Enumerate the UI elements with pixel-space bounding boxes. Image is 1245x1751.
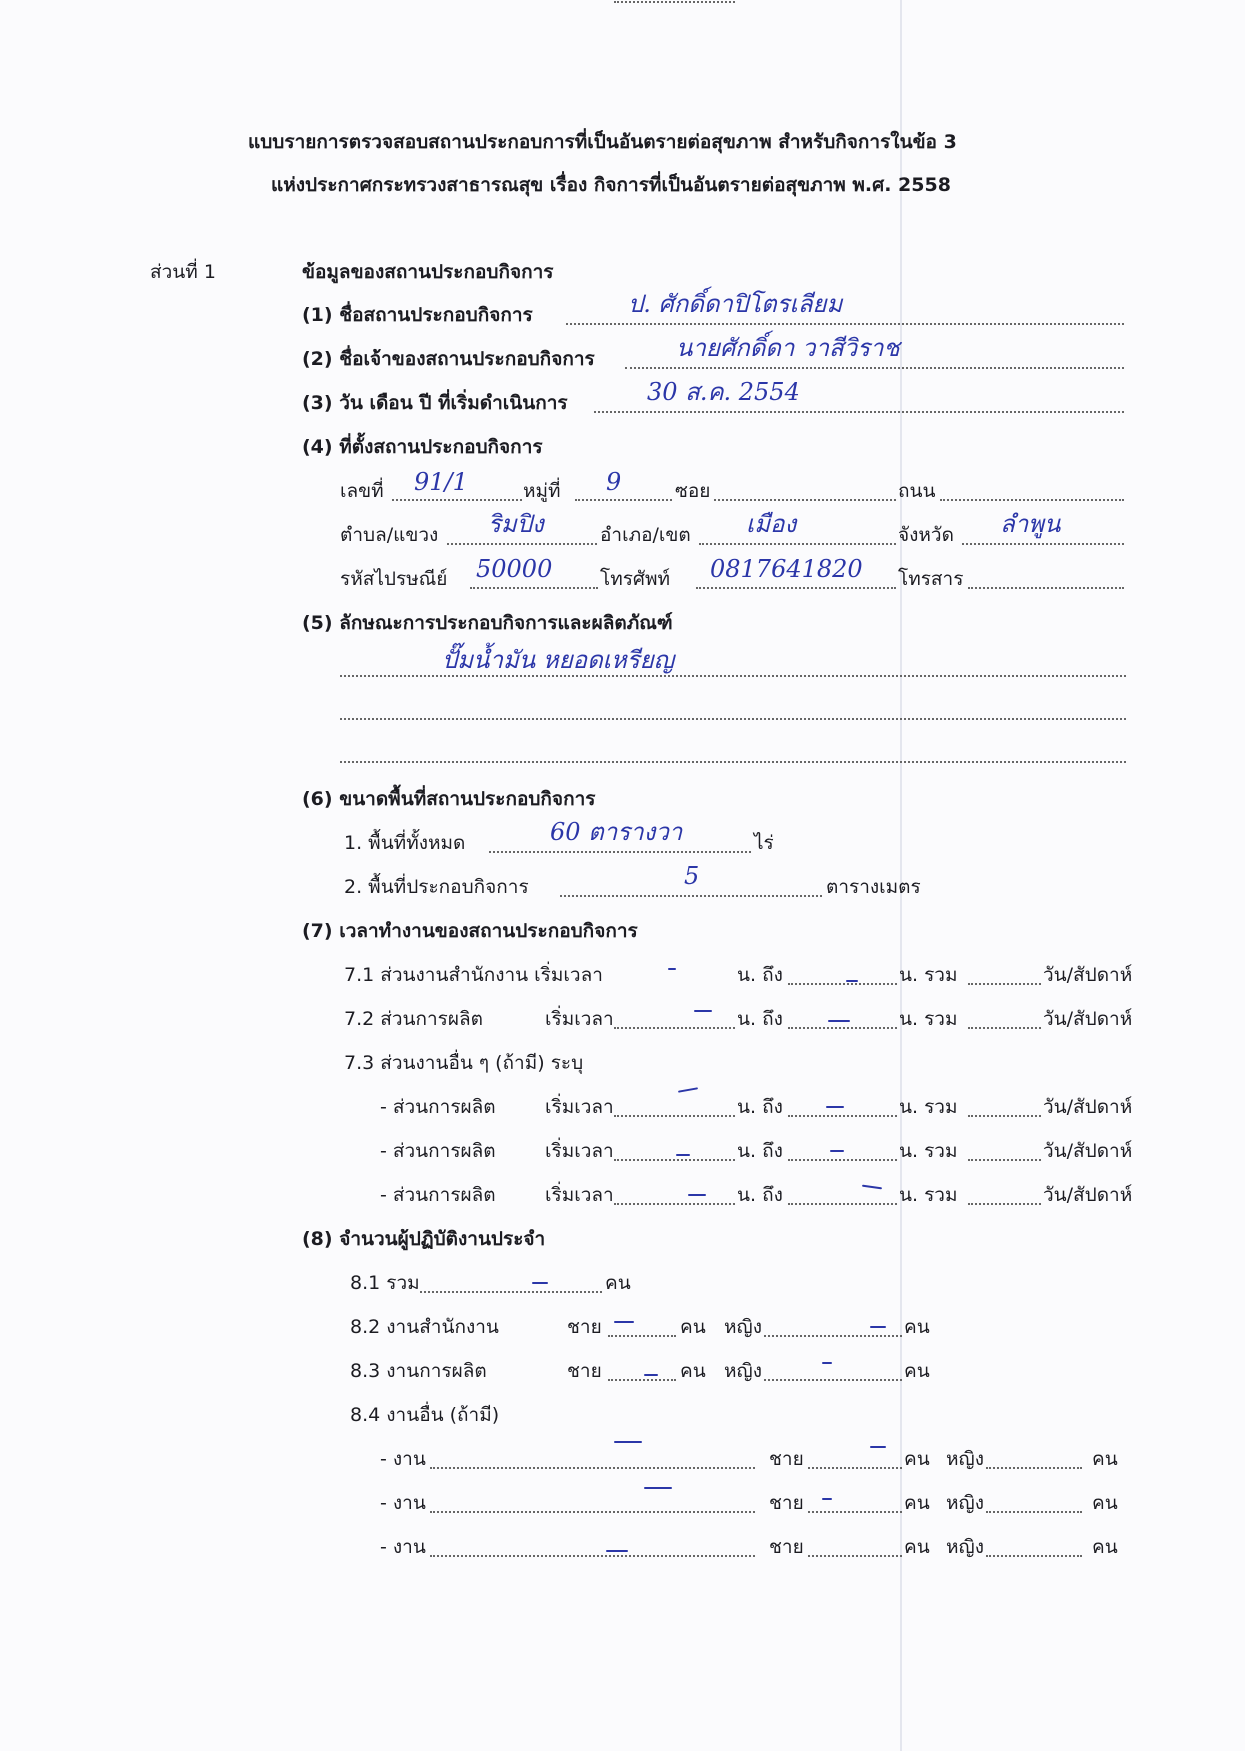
row-8-3-female-dash xyxy=(822,1362,832,1364)
row-8-2-male-unit: คน xyxy=(680,1316,706,1338)
row-7-3c-label: - ส่วนการผลิต xyxy=(380,1184,496,1206)
row-8-4c-label: - งาน xyxy=(380,1536,426,1558)
row-7-1-label: 7.1 ส่วนงานสำนักงาน เริ่มเวลา xyxy=(344,964,603,986)
row-7-3a-total: น. รวม xyxy=(899,1096,958,1118)
row-7-3a-end-line xyxy=(788,1114,897,1117)
row-7-1-total: น. รวม xyxy=(899,964,958,986)
tambon-label: ตำบล/แขวง xyxy=(340,524,439,546)
section-5-line-3 xyxy=(340,760,1126,763)
phone-label: โทรศัพท์ xyxy=(600,568,671,590)
row-8-2-male-line xyxy=(608,1334,676,1337)
biz-area-value: 5 xyxy=(684,862,700,890)
province-value: ลำพูน xyxy=(1000,510,1061,538)
row-7-3b-end-dash xyxy=(830,1150,844,1152)
province-label: จังหวัด xyxy=(898,524,954,546)
row-7-2-to: น. ถึง xyxy=(737,1008,783,1030)
row-7-3c-total: น. รวม xyxy=(899,1184,958,1206)
row-7-3c-end-dash xyxy=(862,1185,882,1190)
section-6-label: (6) ขนาดพื้นที่สถานประกอบกิจการ xyxy=(302,788,596,810)
row-8-2-male-dash xyxy=(614,1321,634,1323)
form-title-line-2: แห่งประกาศกระทรวงสาธารณสุข เรื่อง กิจการที่เป็นอันตรายต่อสุขภาพ พ.ศ. 2558 xyxy=(271,174,951,196)
row-7-3c-unit: วัน/สัปดาห์ xyxy=(1043,1184,1133,1206)
row-7-1-end-dash xyxy=(846,980,858,982)
house-no-value: 91/1 xyxy=(414,468,468,496)
row-7-2-start-line xyxy=(614,1026,735,1029)
row-8-4a-female-unit: คน xyxy=(1092,1448,1118,1470)
row-7-1-start-line xyxy=(614,0,735,3)
total-area-value: 60 ตารางวา xyxy=(550,818,683,846)
biz-area-label: 2. พื้นที่ประกอบกิจการ xyxy=(344,876,529,898)
row-7-3b-start-line xyxy=(614,1158,735,1161)
row-8-4b-female-unit: คน xyxy=(1092,1492,1118,1514)
row-8-3-male-line xyxy=(608,1378,676,1381)
row-8-4c-female: หญิง xyxy=(946,1536,984,1558)
row-8-4b-male-unit: คน xyxy=(904,1492,930,1514)
section-3-dotted-line xyxy=(594,410,1124,413)
section-1-business-name: ป. ศักดิ์ดาปิโตรเลียม xyxy=(628,290,843,318)
row-8-2-label: 8.2 งานสำนักงาน xyxy=(350,1316,499,1338)
row-8-1-dash xyxy=(532,1282,548,1284)
row-8-2-female-line xyxy=(764,1334,902,1337)
row-7-3-label: 7.3 ส่วนงานอื่น ๆ (ถ้ามี) ระบุ xyxy=(344,1052,584,1074)
row-8-2-female: หญิง xyxy=(724,1316,762,1338)
section-8-label: (8) จำนวนผู้ปฏิบัติงานประจำ xyxy=(302,1228,546,1250)
row-8-4c-job-line xyxy=(430,1554,755,1557)
section-7-label: (7) เวลาทำงานของสถานประกอบกิจการ xyxy=(302,920,638,942)
house-no-line xyxy=(392,498,522,501)
phone-line xyxy=(696,586,896,589)
row-7-2-end-line xyxy=(788,1026,897,1029)
row-8-4-label: 8.4 งานอื่น (ถ้ามี) xyxy=(350,1404,500,1426)
row-8-4b-female: หญิง xyxy=(946,1492,984,1514)
row-8-4b-male-dash xyxy=(822,1498,832,1500)
section-3-label: (3) วัน เดือน ปี ที่เริ่มดำเนินการ xyxy=(302,392,568,414)
row-8-3-female-unit: คน xyxy=(904,1360,930,1382)
biz-area-line xyxy=(560,894,822,897)
row-7-3a-start-dash xyxy=(678,1087,698,1092)
row-8-4a-job-dash xyxy=(614,1441,642,1443)
soi-label: ซอย xyxy=(675,480,711,502)
row-8-4a-label: - งาน xyxy=(380,1448,426,1470)
section-5-line-2 xyxy=(340,717,1126,720)
amphoe-line xyxy=(699,542,896,545)
row-8-3-male: ชาย xyxy=(567,1360,602,1382)
moo-label: หมู่ที่ xyxy=(523,480,561,502)
total-area-line xyxy=(489,850,751,853)
amphoe-label: อำเภอ/เขต xyxy=(600,524,691,546)
row-7-3a-total-line xyxy=(968,1114,1041,1117)
section-5-product-value: ปั๊มน้ำมัน หยอดเหรียญ xyxy=(442,646,675,674)
row-7-1-start-dash xyxy=(668,968,676,970)
row-7-3c-to: น. ถึง xyxy=(737,1184,783,1206)
row-7-3a-to: น. ถึง xyxy=(737,1096,783,1118)
section-1-dotted-line xyxy=(566,322,1124,325)
row-7-2-end-dash xyxy=(828,1020,850,1022)
row-7-3b-start: เริ่มเวลา xyxy=(545,1140,614,1162)
row-7-3c-start-dash xyxy=(688,1194,706,1196)
row-8-2-female-dash xyxy=(870,1326,886,1328)
row-7-3a-end-dash xyxy=(826,1106,844,1108)
tambon-value: ริมปิง xyxy=(488,510,544,538)
row-8-3-male-dash xyxy=(644,1374,658,1376)
section-2-label: (2) ชื่อเจ้าของสถานประกอบกิจการ xyxy=(302,348,595,370)
row-8-1-unit: คน xyxy=(605,1272,631,1294)
row-8-4b-male-line xyxy=(808,1510,902,1513)
soi-line xyxy=(714,498,896,501)
phone-value: 0817641820 xyxy=(710,555,863,583)
total-area-unit: ไร่ xyxy=(754,832,774,854)
row-8-4c-male-line xyxy=(808,1554,902,1557)
section-1-label: (1) ชื่อสถานประกอบกิจการ xyxy=(302,304,533,326)
row-8-4b-job-line xyxy=(430,1510,755,1513)
total-area-label: 1. พื้นที่ทั้งหมด xyxy=(344,832,466,854)
row-7-3b-start-dash xyxy=(676,1154,690,1156)
part-label: ส่วนที่ 1 xyxy=(150,261,216,283)
row-7-3c-end-line xyxy=(788,1202,897,1205)
row-8-4b-male: ชาย xyxy=(769,1492,804,1514)
moo-line xyxy=(575,498,672,501)
postcode-line xyxy=(470,586,598,589)
row-8-3-label: 8.3 งานการผลิต xyxy=(350,1360,487,1382)
section-4-label: (4) ที่ตั้งสถานประกอบกิจการ xyxy=(302,436,543,458)
row-7-1-to: น. ถึง xyxy=(737,964,783,986)
section-5-label: (5) ลักษณะการประกอบกิจการและผลิตภัณฑ์ xyxy=(302,612,673,634)
amphoe-value: เมือง xyxy=(746,510,797,538)
row-7-3b-end-line xyxy=(788,1158,897,1161)
row-8-4c-male: ชาย xyxy=(769,1536,804,1558)
section-2-dotted-line xyxy=(625,366,1124,369)
row-8-2-female-unit: คน xyxy=(904,1316,930,1338)
row-7-2-total: น. รวม xyxy=(899,1008,958,1030)
section-5-line-1 xyxy=(340,674,1126,677)
row-7-2-start-dash xyxy=(694,1010,712,1012)
row-7-2-label: 7.2 ส่วนการผลิต xyxy=(344,1008,484,1030)
row-7-3a-start: เริ่มเวลา xyxy=(545,1096,614,1118)
row-7-3b-unit: วัน/สัปดาห์ xyxy=(1043,1140,1133,1162)
road-label: ถนน xyxy=(898,480,936,502)
row-7-3b-label: - ส่วนการผลิต xyxy=(380,1140,496,1162)
row-8-3-female-line xyxy=(764,1378,902,1381)
house-no-label: เลขที่ xyxy=(340,480,384,502)
row-7-1-unit: วัน/สัปดาห์ xyxy=(1043,964,1133,986)
row-8-4a-female: หญิง xyxy=(946,1448,984,1470)
row-8-4b-female-line xyxy=(986,1510,1082,1513)
row-7-3b-total-line xyxy=(968,1158,1041,1161)
row-8-4c-female-unit: คน xyxy=(1092,1536,1118,1558)
row-7-3b-to: น. ถึง xyxy=(737,1140,783,1162)
row-8-4c-job-dash xyxy=(606,1550,628,1552)
row-8-4a-male-dash xyxy=(870,1446,886,1448)
row-8-4a-male-unit: คน xyxy=(904,1448,930,1470)
row-7-3c-total-line xyxy=(968,1202,1041,1205)
row-7-3a-start-line xyxy=(614,1114,735,1117)
biz-area-unit: ตารางเมตร xyxy=(826,876,921,898)
section-3-start-date: 30 ส.ค. 2554 xyxy=(647,378,800,406)
row-7-2-start: เริ่มเวลา xyxy=(545,1008,614,1030)
row-7-3c-start: เริ่มเวลา xyxy=(545,1184,614,1206)
row-8-4a-female-line xyxy=(986,1466,1082,1469)
row-7-3b-total: น. รวม xyxy=(899,1140,958,1162)
row-7-3a-label: - ส่วนการผลิต xyxy=(380,1096,496,1118)
row-7-2-unit: วัน/สัปดาห์ xyxy=(1043,1008,1133,1030)
row-8-4a-male: ชาย xyxy=(769,1448,804,1470)
province-line xyxy=(962,542,1124,545)
row-8-4b-job-dash xyxy=(644,1487,672,1489)
row-7-1-end-line xyxy=(788,982,897,985)
fax-line xyxy=(968,586,1124,589)
form-title-line-1: แบบรายการตรวจสอบสถานประกอบการที่เป็นอันตรายต่อสุขภาพ สำหรับกิจการในข้อ 3 xyxy=(248,131,957,153)
moo-value: 9 xyxy=(606,468,622,496)
row-8-2-male: ชาย xyxy=(567,1316,602,1338)
row-7-1-total-line xyxy=(968,982,1041,985)
row-8-1-line xyxy=(420,1290,602,1293)
row-8-3-male-unit: คน xyxy=(680,1360,706,1382)
postcode-value: 50000 xyxy=(476,555,553,583)
row-7-3c-start-line xyxy=(614,1202,735,1205)
row-7-2-total-line xyxy=(968,1026,1041,1029)
section-2-owner-name: นายศักดิ์ดา วาสีวิราช xyxy=(676,334,900,362)
postcode-label: รหัสไปรษณีย์ xyxy=(340,568,448,590)
row-8-4a-male-line xyxy=(808,1466,902,1469)
tambon-line xyxy=(447,542,597,545)
row-7-3a-unit: วัน/สัปดาห์ xyxy=(1043,1096,1133,1118)
row-8-4c-male-unit: คน xyxy=(904,1536,930,1558)
part-heading: ข้อมูลของสถานประกอบกิจการ xyxy=(302,261,554,283)
row-8-4c-female-line xyxy=(986,1554,1082,1557)
fax-label: โทรสาร xyxy=(898,568,964,590)
row-8-3-female: หญิง xyxy=(724,1360,762,1382)
row-8-4b-label: - งาน xyxy=(380,1492,426,1514)
row-8-4a-job-line xyxy=(430,1466,755,1469)
road-line xyxy=(940,498,1124,501)
row-8-1-label: 8.1 รวม xyxy=(350,1272,420,1294)
